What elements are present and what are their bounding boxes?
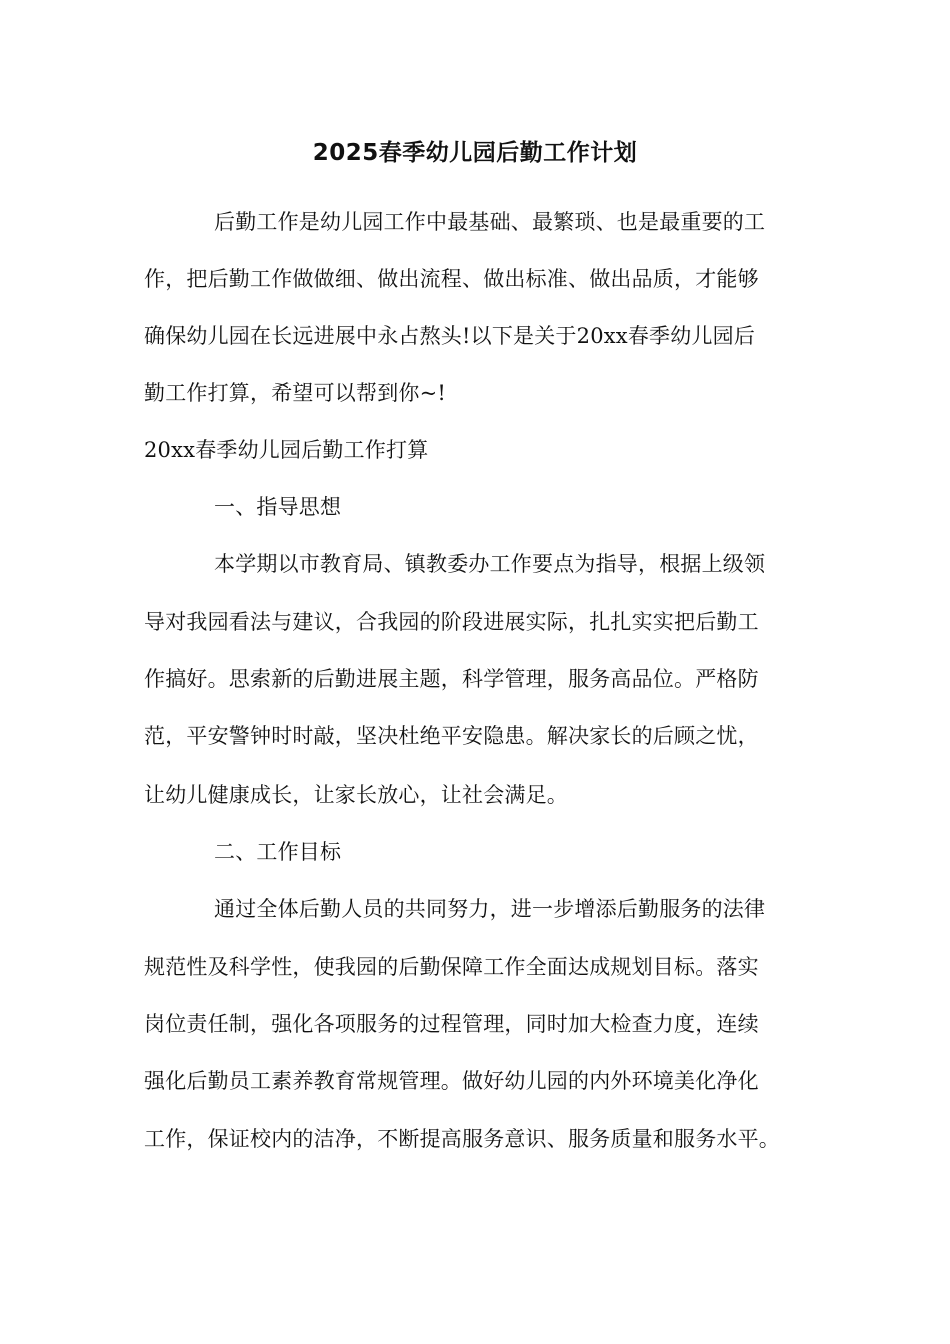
paragraph-line: 通过全体后勤人员的共同努力，进一步增添后勤服务的法律 <box>214 897 766 921</box>
paragraph-line: 本学期以市教育局、镇教委办工作要点为指导，根据上级领 <box>214 552 766 576</box>
section-heading-guiding-thought: 一、指导思想 <box>214 495 342 519</box>
intro-line: 作，把后勤工作做做细、做出流程、做出标准、做出品质，才能够 <box>144 267 759 291</box>
section-heading-work-goals: 二、工作目标 <box>214 840 342 864</box>
paragraph-line: 规范性及科学性，使我园的后勤保障工作全面达成规划目标。落实 <box>144 955 759 979</box>
intro-line: 确保幼儿园在长远进展中永占熬头!以下是关于20xx春季幼儿园后 <box>144 324 756 348</box>
paragraph-line: 导对我园看法与建议，合我园的阶段进展实际，扎扎实实把后勤工 <box>144 610 759 634</box>
paragraph-line: 范，平安警钟时时敲，坚决杜绝平安隐患。解决家长的后顾之忧， <box>144 724 759 748</box>
paragraph-line: 作搞好。思索新的后勤进展主题，科学管理，服务高品位。严格防 <box>144 667 759 691</box>
intro-line: 后勤工作是幼儿园工作中最基础、最繁琐、也是最重要的工 <box>214 210 766 234</box>
paragraph-line: 让幼儿健康成长，让家长放心，让社会满足。 <box>144 783 568 807</box>
intro-line: 勤工作打算，希望可以帮到你~! <box>144 381 447 405</box>
document-subtitle: 20xx春季幼儿园后勤工作打算 <box>144 438 429 462</box>
paragraph-line: 强化后勤员工素养教育常规管理。做好幼儿园的内外环境美化净化 <box>144 1069 759 1093</box>
paragraph-line: 工作，保证校内的洁净，不断提高服务意识、服务质量和服务水平。 <box>144 1127 780 1151</box>
paragraph-line: 岗位责任制，强化各项服务的过程管理，同时加大检查力度，连续 <box>144 1012 759 1036</box>
document-title: 2025春季幼儿园后勤工作计划 <box>312 140 638 166</box>
